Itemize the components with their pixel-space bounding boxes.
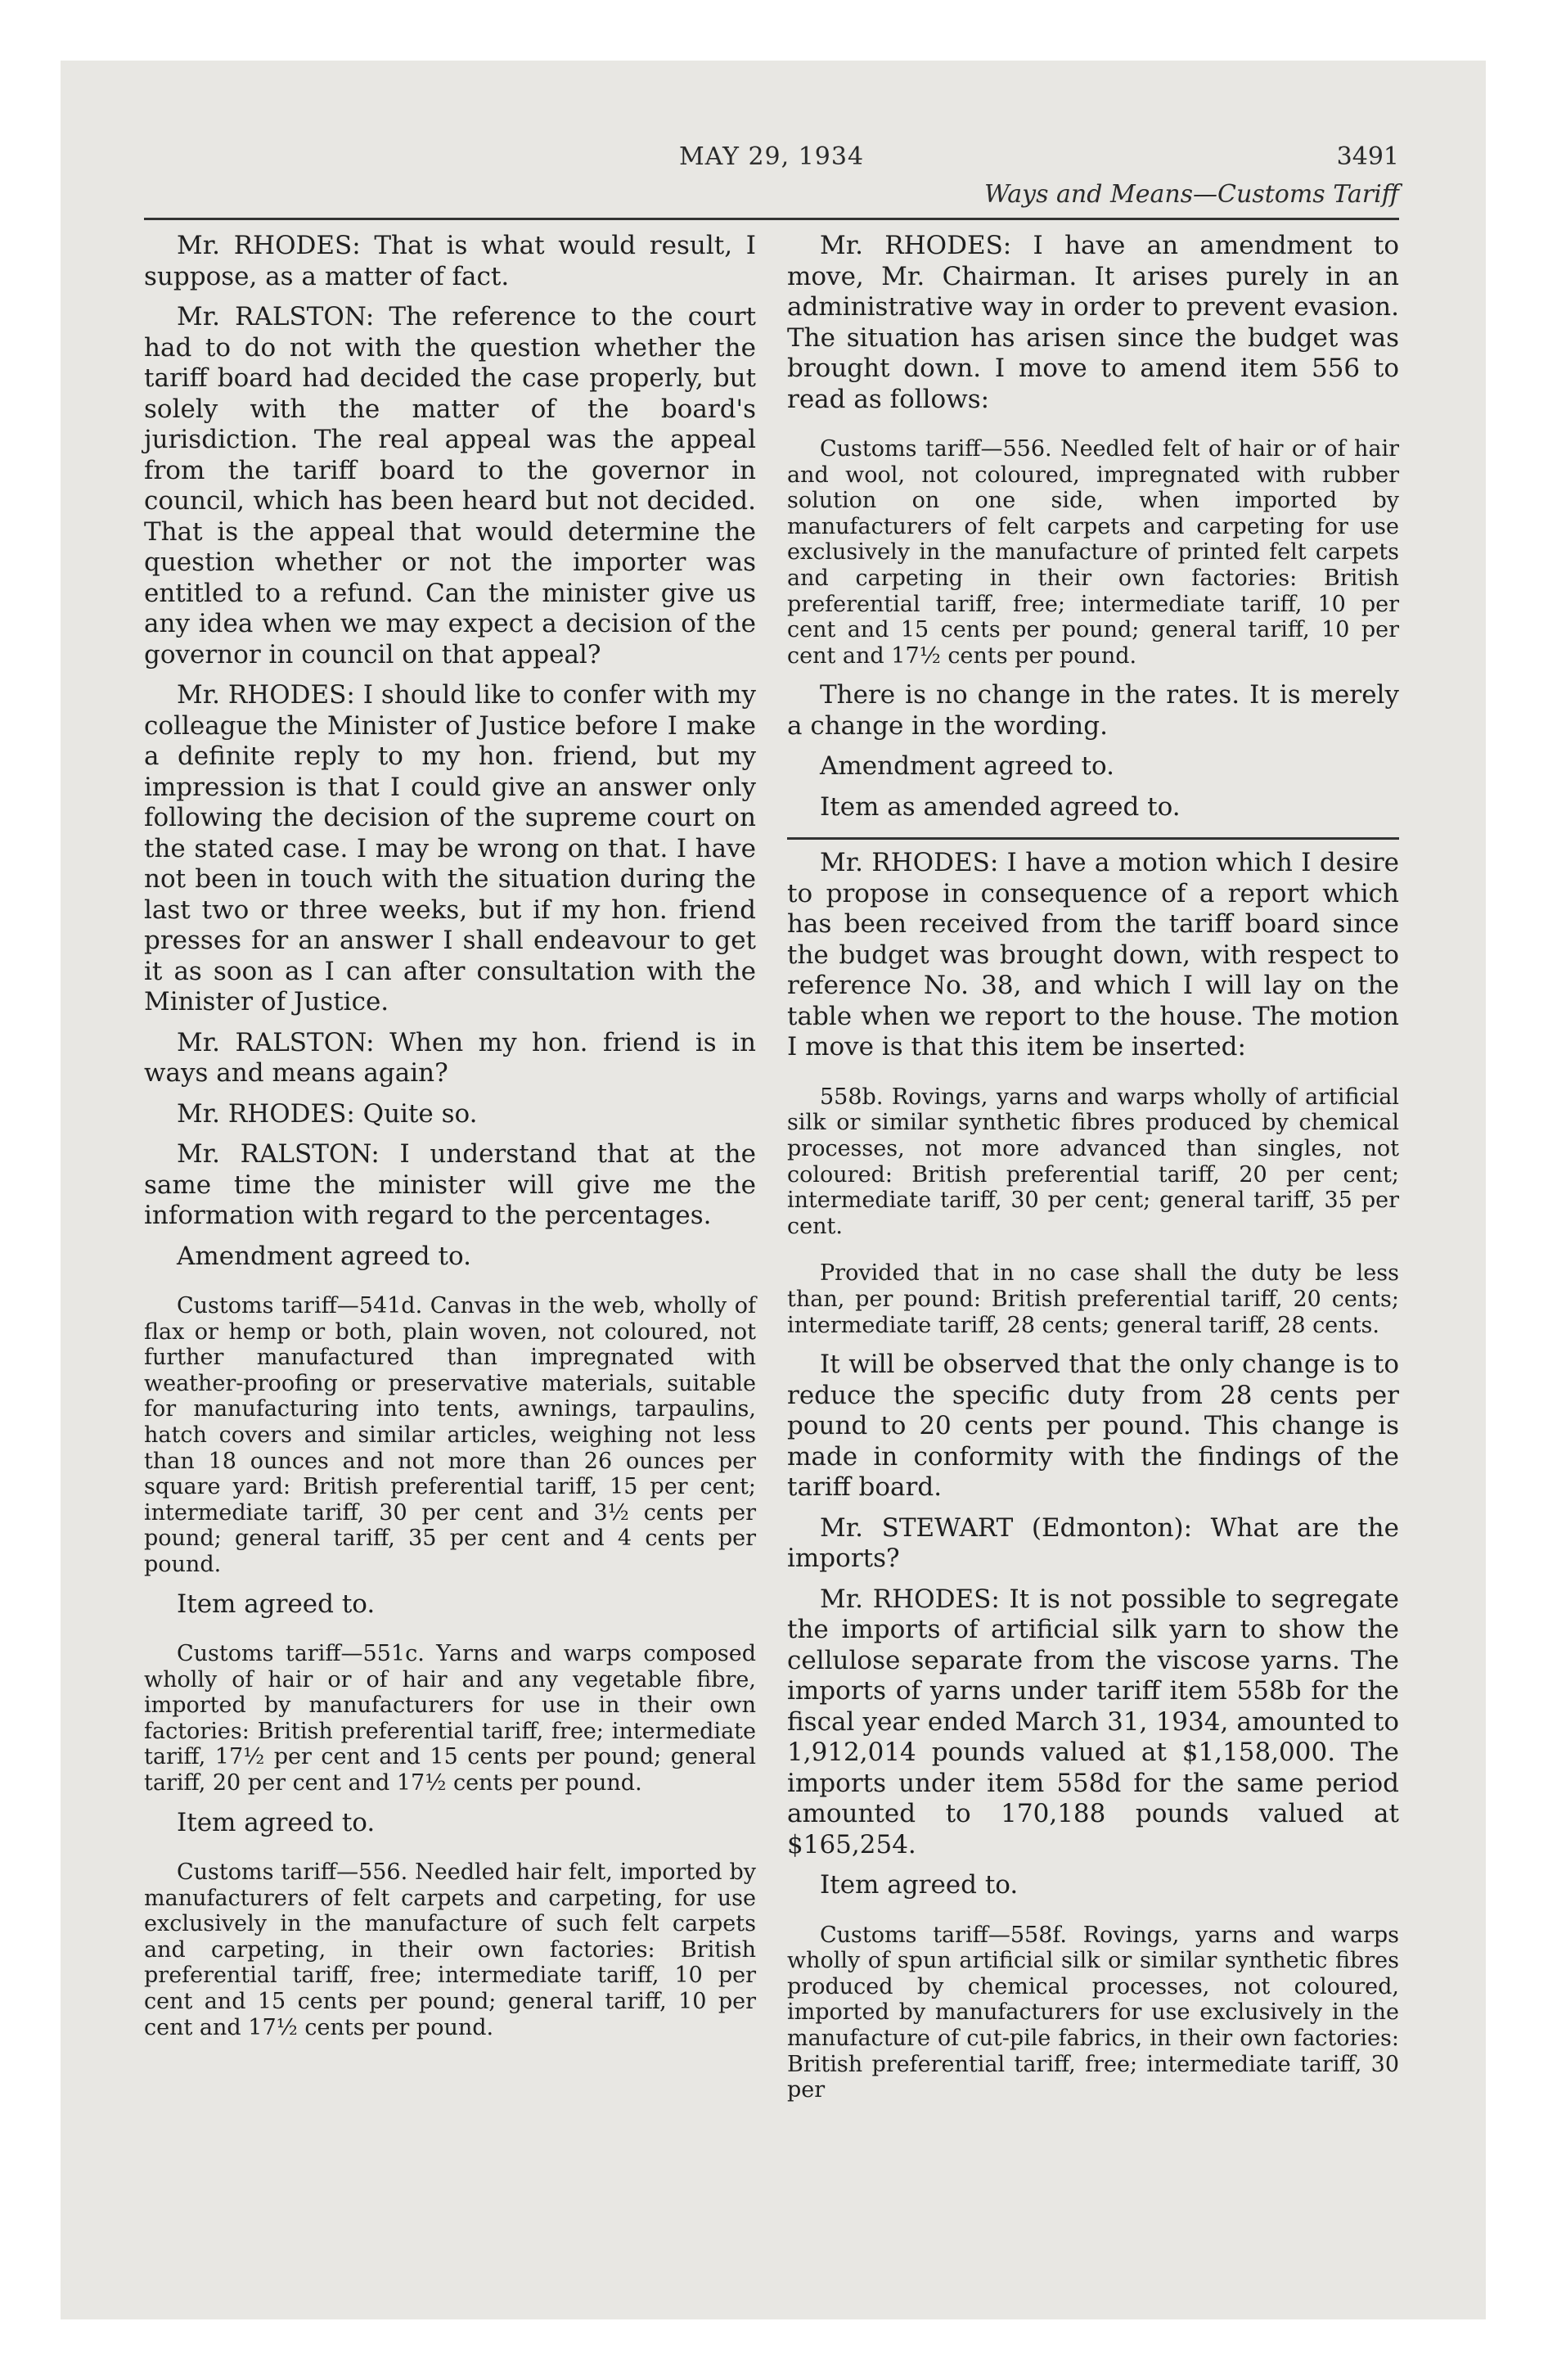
- speech-paragraph-right-0: Mr. RHODES: I have an amendment to move, Mr. Chairman. It arises purely in an administrative way in order to prevent evasion. The situation has arisen since the budget was brought down. I move to amend item 556 to read as follows:: [787, 231, 1399, 414]
- speech-paragraph-left-8: Item agreed to.: [177, 1589, 376, 1619]
- tariff-item-text-left-11: Customs tariff—556. Needled hair felt, imported by manufacturers of felt carpets and carpeting, for use exclusively in the manufacture of such felt carpets and carpeting, in their own factories: British preferential tariff, free; intermediate tariff, 10 per cent and 15 cents per pound; general tariff, 10 per cent and 17½ cents per pound.: [144, 1859, 756, 2040]
- tariff-item-text-right-8: Provided that in no case shall the duty be less than, per pound: British preferential tariff, 20 cents; intermediate tariff, 28 cents; general tariff, 28 cents.: [787, 1260, 1399, 1338]
- header-rule: [144, 218, 1399, 220]
- tariff-item-text-right-7: 558b. Rovings, yarns and warps wholly of artificial silk or similar synthetic fibres produced by chemical processes, not more advanced than singles, not coloured: British preferential tariff, 20 per cent; intermediate tariff, 30 per cent; general tariff, 35 per cent.: [787, 1084, 1399, 1239]
- speech-paragraph-right-2: There is no change in the rates. It is merely a change in the wording.: [787, 680, 1399, 741]
- tariff-item-text-left-9: Customs tariff—551c. Yarns and warps composed wholly of hair or of hair and any vegetable fibre, imported by manufacturers for use in their own factories: British preferential tariff, free; intermediate tariff, 17½ per cent and 15 cents per pound; general tariff, 20 per cent and 17½ cents per pound.: [144, 1641, 756, 1796]
- tariff-item-text-left-7: Customs tariff—541d. Canvas in the web, wholly of flax or hemp or both, plain woven, not coloured, not further manufactured than impregnated with weather-proofing or preservative materials, suitable for manufacturing into tents, awnings, tarpaulins, hatch covers and similar articles, weighing not less than 18 ounces and not more than 26 ounces per square yard: British preferential tariff, 15 per cent; intermediate tariff, 30 per cent and 3½ cents per pound; general tariff, 35 per cent and 4 cents per pound.: [144, 1293, 756, 1577]
- speech-paragraph-right-3: Amendment agreed to.: [820, 751, 1114, 782]
- tariff-item-text-right-13: Customs tariff—558f. Rovings, yarns and warps wholly of spun artificial silk or similar synthetic fibres produced by chemical processes, not coloured, imported by manufacturers for use exclusively in the manufacture of cut-pile fabrics, in their own factories: British preferential tariff, free; intermediate tariff, 30 per: [787, 1922, 1399, 2103]
- page-header: [144, 136, 1399, 226]
- speech-paragraph-right-4: Item as amended agreed to.: [820, 791, 1181, 822]
- speech-paragraph-left-4: Mr. RHODES: Quite so.: [177, 1098, 478, 1129]
- speech-paragraph-left-6: Amendment agreed to.: [177, 1241, 471, 1271]
- speech-paragraph-right-11: Mr. RHODES: It is not possible to segregate the imports of artificial silk yarn to show the cellulose separate from the viscose yarns. The imports of yarns under tariff item 558b for the fiscal year ended March 31, 1934, amounted to 1,912,014 pounds valued at $1,158,000. The imports under item 558d for the same period amounted to 170,188 pounds valued at $165,254.: [787, 1584, 1399, 1859]
- speech-paragraph-left-3: Mr. RALSTON: When my hon. friend is in ways and means again?: [144, 1027, 756, 1088]
- header-date: MAY 29, 1934: [678, 142, 865, 171]
- speech-paragraph-right-10: Mr. STEWART (Edmonton): What are the imports?: [787, 1512, 1399, 1574]
- left-column: [144, 231, 756, 2052]
- speech-paragraph-left-2: Mr. RHODES: I should like to confer with my colleague the Minister of Justice before I make a definite reply to my hon. friend, but my impression is that I could give an answer only following the decision of the supreme court on the stated case. I may be wrong on that. I have not been in touch with the situation during the last two or three weeks, but if my hon. friend presses for an answer I shall endeavour to get it as soon as I can after consultation with the Minister of Justice.: [144, 680, 756, 1016]
- speech-paragraph-left-5: Mr. RALSTON: I understand that at the same time the minister will give me the information with regard to the percentages.: [144, 1139, 756, 1230]
- speech-paragraph-left-10: Item agreed to.: [177, 1807, 376, 1837]
- tariff-item-text-right-1: Customs tariff—556. Needled felt of hair or of hair and wool, not coloured, impregnated with rubber solution on one side, when imported by manufacturers of felt carpets and carpeting for use exclusively in the manufacture of printed felt carpets and carpeting in their own factories: British preferential tariff, free; intermediate tariff, 10 per cent and 15 cents per pound; general tariff, 10 per cent and 17½ cents per pound.: [787, 436, 1399, 669]
- speech-paragraph-right-6: Mr. RHODES: I have a motion which I desire to propose in consequence of a report which has been received from the tariff board since the budget was brought down, with respect to reference No. 38, and which I will lay on the table when we report to the house. The motion I move is that this item be inserted:: [787, 848, 1399, 1062]
- right-column: [787, 231, 1399, 2115]
- running-title: Ways and Means—Customs Tariff: [984, 180, 1399, 209]
- speech-paragraph-right-12: Item agreed to.: [820, 1870, 1019, 1900]
- section-rule: [787, 837, 1399, 840]
- speech-paragraph-left-1: Mr. RALSTON: The reference to the court had to do not with the question whether the tariff board had decided the case properly, but solely with the matter of the board's jurisdiction. The real appeal was the appeal from the tariff board to the governor in council, which has been heard but not decided. That is the appeal that would determine the question whether or not the importer was entitled to a refund. Can the minister give us any idea when we may expect a decision of the governor in council on that appeal?: [144, 302, 756, 669]
- speech-paragraph-right-9: It will be observed that the only change is to reduce the specific duty from 28 cents per pound to 20 cents per pound. This change is made in conformity with the findings of the tariff board.: [787, 1350, 1399, 1503]
- speech-paragraph-left-0: Mr. RHODES: That is what would result, I suppose, as a matter of fact.: [144, 231, 756, 291]
- page-number: 3491: [1336, 142, 1399, 171]
